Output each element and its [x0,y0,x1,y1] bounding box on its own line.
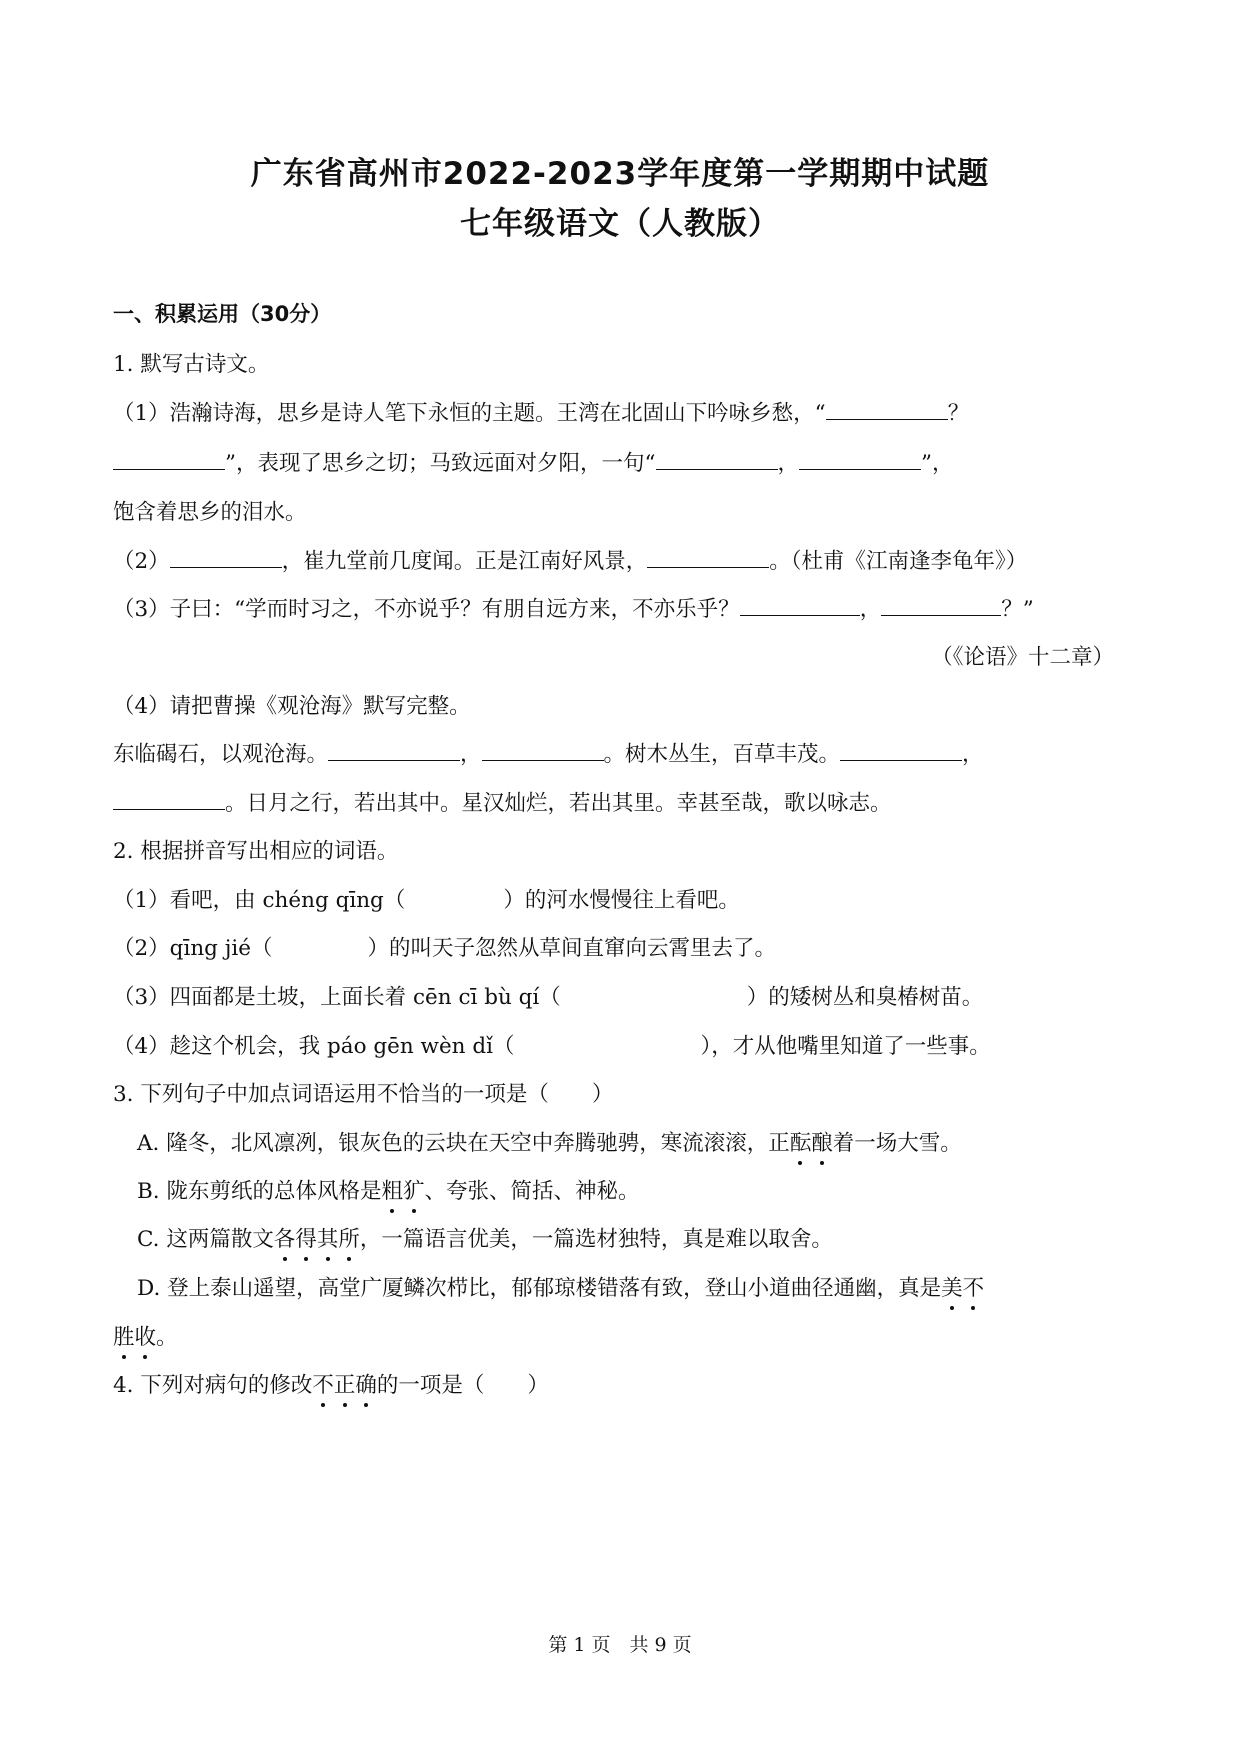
dotted-char: 美 [941,1276,963,1301]
q1-item-4: （4）请把曹操《观沧海》默写完整。 [113,694,471,719]
dotted-char: 所 [338,1227,360,1252]
question-3-stem: 3. 下列句子中加点词语运用不恰当的一项是（ ） [113,1082,614,1107]
q1-item-1-end: 饱含着思乡的泪水。 [113,500,307,525]
text: 。树木丛生，百草丰茂。 [603,742,841,767]
answer-blank[interactable] [740,595,860,616]
question-4-stem [113,1368,549,1399]
q1-item-1-cont [113,446,954,477]
text: D. 登上泰山遥望，高堂广厦鳞次栉比，郁郁琼楼错落有致，登山小道曲径通幽，真是 [137,1276,942,1301]
q3-option-c[interactable] [137,1222,833,1253]
q2-item-3 [113,980,983,1011]
text: 。（杜甫《江南逢李龟年》） [769,549,1028,574]
text: ， [962,742,984,767]
text: ”，表现了思乡之切；马致远面对夕阳，一句“ [225,451,656,476]
dotted-char: 正 [333,1373,356,1398]
text: （1）浩瀚诗海，思乡是诗人笔下永恒的主题。王湾在北固山下吟咏乡愁，“ [113,401,826,426]
text: ， [859,597,882,622]
dotted-char: 确 [355,1373,377,1398]
dotted-char: 收 [134,1325,157,1350]
dotted-char: 粗 [381,1179,403,1204]
answer-blank[interactable] [482,740,604,761]
dotted-char: 各 [273,1227,296,1252]
dotted-char: 其 [316,1227,339,1252]
text: 、夸张、简括、神秘。 [424,1179,640,1204]
text: ）的叫天子忽然从草间直窜向云霄里去了。 [367,936,777,961]
answer-blank[interactable] [113,449,225,470]
answer-blank[interactable] [328,740,460,761]
q2-item-2 [113,931,776,962]
answer-blank[interactable] [840,740,962,761]
text: ），才从他嘴里知道了一些事。 [700,1034,991,1059]
text: ”， [921,451,954,476]
answer-blank[interactable] [170,547,282,568]
q3-option-d[interactable] [137,1271,984,1302]
answer-blank[interactable] [647,547,769,568]
text: ，一篇语言优美，一篇选材独特，真是难以取舍。 [359,1227,833,1252]
dotted-char: 酝 [789,1131,812,1156]
text: C. 这两篇散文 [137,1227,274,1252]
q1-item-1 [113,396,969,427]
answer-blank[interactable] [881,595,1001,616]
text: （4）趁这个机会，我 páo gēn wèn dǐ（ [113,1034,515,1059]
text: ）的河水慢慢往上看吧。 [503,888,740,913]
dotted-char: 不 [312,1373,334,1398]
dotted-char: 胜 [113,1325,135,1350]
text: ？ [947,401,970,426]
text: ？” [1001,597,1034,622]
text: 东临碣石，以观沧海。 [113,742,329,767]
text: （1）看吧，由 chéng qīng（ [113,888,406,913]
q3-option-d-cont [113,1320,178,1351]
text: 的一项是（ ） [376,1373,549,1398]
text: （2） [113,549,170,574]
text: ，崔九堂前几度闻。正是江南好风景， [281,549,648,574]
section-heading: 一、积累运用（30分） [113,302,332,326]
dotted-char: 得 [295,1227,317,1252]
text: 。日月之行，若出其中。星汉灿烂，若出其里。幸甚至哉，歌以咏志。 [225,791,892,816]
dotted-char: 不 [962,1276,985,1301]
text: （2）qīng jié（ [113,936,273,961]
answer-blank[interactable] [113,789,225,810]
exam-subtitle: 七年级语文（人教版） [460,206,780,242]
text: A. 隆冬，北风凛冽，银灰色的云块在天空中奔腾驰骋，寒流滚滚，正 [137,1131,790,1156]
text: ， [460,742,482,767]
text: ）的矮树丛和臭椿树苗。 [746,985,984,1010]
q1-item-3-source: （《论语》十二章） [931,645,1114,670]
q1-item-4-poem-cont [113,786,892,817]
text: （3）子曰：“学而时习之，不亦说乎？有朋自远方来，不亦乐乎？ [113,597,740,622]
q1-item-2 [113,544,1027,575]
q2-item-1 [113,883,740,914]
answer-blank[interactable] [656,449,778,470]
question-2-stem: 2. 根据拼音写出相应的词语。 [113,839,399,864]
page-footer: 第 1 页 共 9 页 [548,1634,692,1656]
answer-blank[interactable] [799,449,921,470]
dotted-char: 酿 [811,1131,833,1156]
text: 4. 下列对病句的修改 [113,1373,313,1398]
text: 。 [156,1325,178,1350]
text: ， [777,451,800,476]
exam-title: 广东省高州市2022-2023学年度第一学期期中试题 [250,156,990,192]
q1-item-3 [113,592,1034,623]
question-1-stem: 1. 默写古诗文。 [113,352,270,377]
q2-item-4 [113,1029,991,1060]
text: （3）四面都是土坡，上面长着 cēn cī bù qí（ [113,985,561,1010]
text: B. 陇东剪纸的总体风格是 [137,1179,382,1204]
q1-item-4-poem [113,737,984,768]
answer-blank[interactable] [826,399,948,420]
q3-option-a[interactable] [137,1126,962,1157]
text: 着一场大雪。 [832,1131,962,1156]
dotted-char: 犷 [403,1179,425,1204]
q3-option-b[interactable] [137,1174,640,1205]
